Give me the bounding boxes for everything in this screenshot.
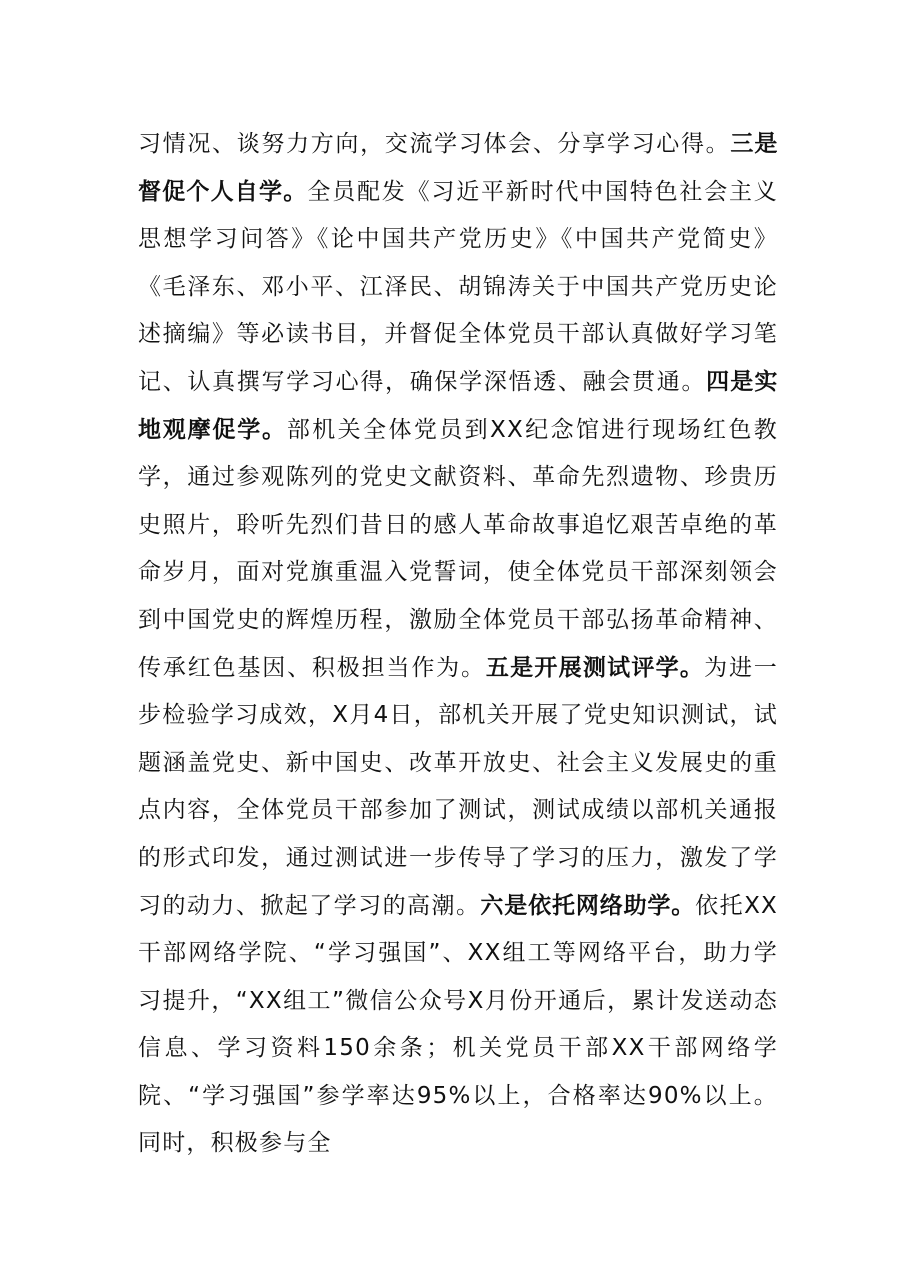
text-segment: 习情况、谈努力方向，交流学习体会、分享学习心得。 xyxy=(138,131,731,157)
bold-heading-three: 三是督促个人自学。 xyxy=(138,131,778,205)
text-segment: 部机关全体党员到XX纪念馆进行现场红色教学，通过参观陈列的党史文献资料、革命先烈遗物、珍贵历史照片，聆听先烈们昔日的感人革命故事追忆艰苦卓绝的革命岁月，面对党旗重温入党誓词，使全体党员干部深刻领会到中国党史的辉煌历程，激励全体党员干部弘扬革命精神、传承红色基因、积极担当作为。 xyxy=(138,416,778,681)
text-segment: 全员配发《习近平新时代中国特色社会主义思想学习问答》《论中国共产党历史》《中国共产党简史》《毛泽东、邓小平、江泽民、胡锦涛关于中国共产党历史论述摘编》等必读书目，并督促全体党员干部认真做好学习笔记、认真撰写学习心得，确保学深悟透、融会贯通。 xyxy=(138,178,778,395)
bold-heading-six: 六是依托网络助学。 xyxy=(480,892,696,919)
text-segment: 为进一步检验学习成效，X月4日，部机关开展了党史知识测试，试题涵盖党史、新中国史、改革开放史、社会主义发展史的重点内容，全体党员干部参加了测试，测试成绩以部机关通报的形式印发，通过测试进一步传导了学习的压力，激发了学习的动力、掀起了学习的高潮。 xyxy=(138,654,778,919)
bold-heading-four: 四是实地观摩促学。 xyxy=(138,368,778,443)
text-segment: 依托XX干部网络学院、“学习强国”、XX组工等网络平台，助力学习提升，“XX组工”微信公众号X月份开通后，累计发送动态信息、学习资料150余条；机关党员干部XX干部网络学院、“学习强国”参学率达95%以上，合格率达90%以上。同时，积极参与全 xyxy=(138,892,778,1157)
bold-heading-five: 五是开展测试评学。 xyxy=(485,654,705,681)
body-paragraph xyxy=(138,121,778,1168)
